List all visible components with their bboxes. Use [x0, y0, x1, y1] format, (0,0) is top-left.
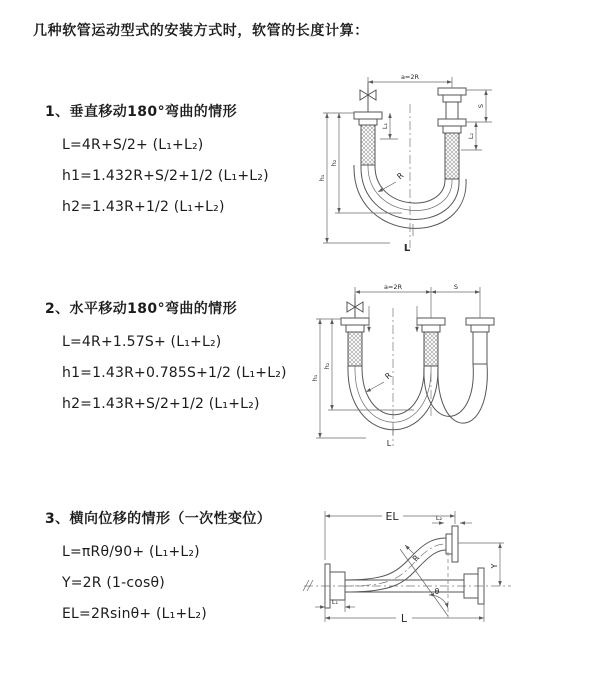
dimension-l1 [380, 113, 398, 139]
page-title: 几种软管运动型式的安装方式时，软管的长度计算： [33, 23, 369, 39]
formula-line: EL=2Rsinθ+ (L₁+L₂) [62, 606, 207, 622]
dim-label-h1: h₁ [311, 374, 319, 382]
formula-line: h1=1.43R+0.785S+1/2 (L₁+L₂) [62, 365, 287, 381]
dimension-y [458, 543, 504, 586]
formula-line: h2=1.43R+1/2 (L₁+L₂) [62, 199, 225, 215]
dim-label-l1: L₁ [381, 122, 389, 130]
dim-label-r: R [410, 553, 422, 564]
formula-line: Y=2R (1-cosθ) [62, 575, 165, 591]
dimension-a2r [368, 73, 452, 88]
formula-line: h1=1.432R+S/2+1/2 (L₁+L₂) [62, 168, 269, 184]
dimension-l2 [432, 514, 472, 523]
diagram-lateral-displacement [296, 494, 591, 659]
s-curve-hose-displaced [345, 538, 446, 592]
section-2 [45, 299, 287, 420]
dim-label-r: R [395, 170, 406, 182]
dim-label-y: Y [490, 563, 499, 569]
dim-label-h1: h₁ [318, 174, 326, 182]
formula-line: L=4R+1.57S+ (L₁+L₂) [62, 334, 222, 350]
dimension-l1 [315, 598, 355, 612]
flange-middle [417, 318, 445, 332]
dim-label-l: L [400, 612, 408, 625]
section-3 [45, 509, 271, 630]
dim-label-l2: L₂ [467, 132, 475, 140]
right-flange-stack [438, 88, 466, 133]
dim-label-el: EL [385, 510, 399, 523]
angle-theta [429, 587, 448, 608]
diagram-vertical-180-bend [310, 66, 560, 261]
section-1 [45, 102, 269, 223]
dim-label-h2: h₂ [330, 159, 338, 167]
length-callout [387, 424, 393, 448]
hose-u-curves [348, 364, 487, 430]
dim-label-l2: L₂ [435, 514, 443, 522]
top-flange-displaced [446, 526, 458, 562]
dim-label-l: L [403, 243, 411, 254]
braided-hose-left [348, 332, 362, 366]
right-braided-hose [445, 133, 459, 179]
section-2-heading: 2、水平移动180°弯曲的情形 [45, 301, 237, 317]
dim-label-a2r: a=2R [383, 283, 403, 291]
dimension-s [466, 90, 492, 122]
formula-line: L=πRθ/90+ (L₁+L₂) [62, 544, 200, 560]
flange-left [341, 318, 369, 332]
dimension-h2 [323, 319, 414, 410]
radius-callout [366, 371, 394, 392]
formula-line: L=4R+S/2+ (L₁+L₂) [62, 137, 204, 153]
dim-label-h2: h₂ [323, 362, 331, 370]
dim-label-l: L [386, 439, 392, 448]
center-axis [303, 580, 511, 591]
left-braided-hose [361, 125, 375, 165]
section-3-heading: 3、横向位移的情形（一次性变位） [45, 511, 272, 527]
braided-hose-middle [424, 332, 438, 366]
section-1-heading: 1、垂直移动180°弯曲的情形 [45, 104, 237, 120]
left-flange [354, 112, 382, 125]
diagram-horizontal-180-bend [306, 278, 571, 468]
dimension-s [431, 283, 480, 318]
dim-label-theta: θ [434, 587, 440, 596]
dim-label-s: S [453, 283, 459, 291]
radius-construction [400, 545, 448, 618]
formula-line: h2=1.43R+S/2+1/2 (L₁+L₂) [62, 396, 260, 412]
dim-label-a2r: a=2R [400, 73, 420, 81]
dimension-h1 [318, 113, 390, 243]
dim-label-s: S [477, 103, 485, 109]
hose-end-right [473, 332, 487, 364]
dim-label-l1: L₁ [331, 598, 339, 606]
flange-right [466, 318, 494, 332]
dim-label-r: R [383, 370, 394, 382]
